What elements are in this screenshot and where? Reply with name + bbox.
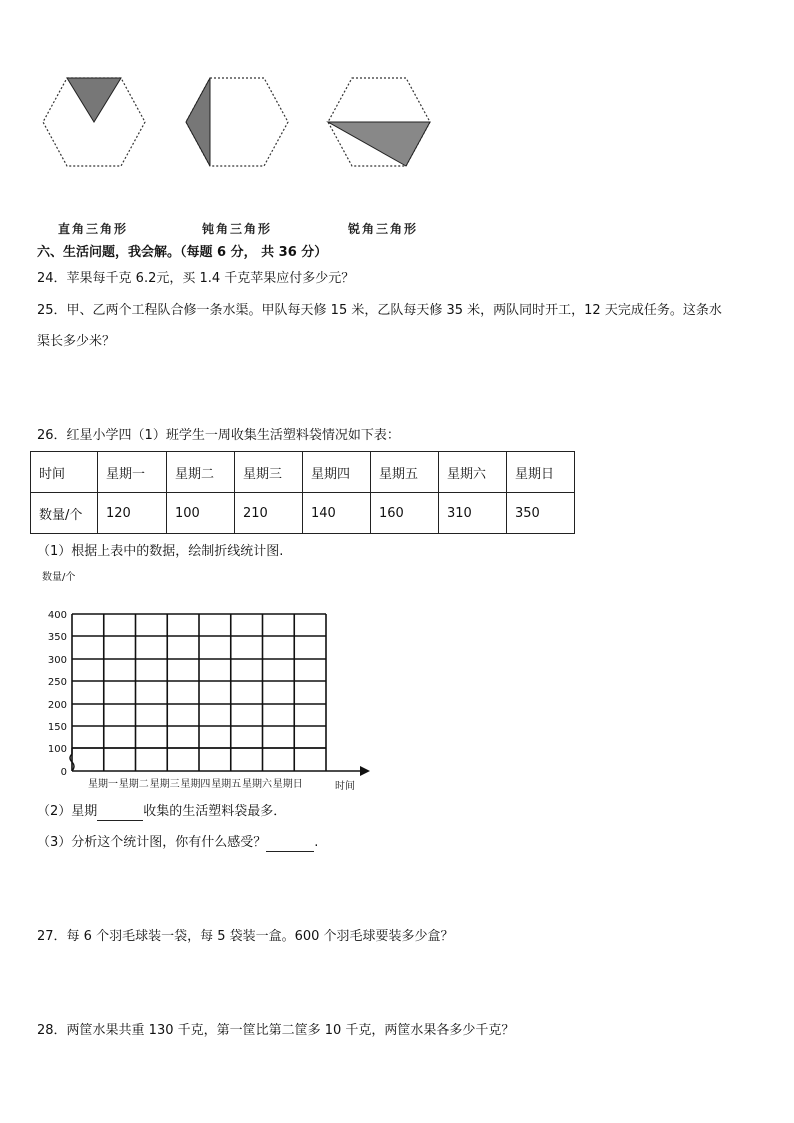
x-tick-label: 星期六 <box>242 779 272 790</box>
line-chart-grid <box>30 566 380 794</box>
table-cell: 350 <box>507 493 575 534</box>
table-cell: 310 <box>439 493 507 534</box>
label-right-triangle: 直角三角形 <box>58 222 129 236</box>
table-cell: 140 <box>303 493 371 534</box>
y-tick-label: 350 <box>47 632 67 643</box>
x-axis-arrow <box>360 766 370 776</box>
sub2-prefix: （2）星期 <box>37 804 98 819</box>
x-tick-label: 星期五 <box>211 779 242 790</box>
table-cell: 星期三 <box>235 452 303 493</box>
y-tick-label: 200 <box>47 700 67 711</box>
y-tick-label: 400 <box>47 610 67 621</box>
question-25-line1: 25．甲、乙两个工程队合修一条水渠。甲队每天修 15 米，乙队每天修 35 米，两队同时开工，12 天完成任务。这条水 <box>37 303 722 318</box>
y-tick-label: 150 <box>47 722 67 733</box>
table-cell: 100 <box>167 493 235 534</box>
hexagon-figure-obtuse-triangle <box>183 76 291 170</box>
y-tick-label: 250 <box>47 677 67 688</box>
question-26-sub3 <box>37 834 318 852</box>
x-axis-label: 时间 <box>335 781 355 792</box>
sub3-prefix: （3）分析这个统计图，你有什么感受？ <box>37 835 267 850</box>
x-tick-label: 星期三 <box>149 779 180 790</box>
table-cell: 210 <box>235 493 303 534</box>
label-obtuse-triangle: 钝角三角形 <box>202 222 273 236</box>
table-cell: 星期六 <box>439 452 507 493</box>
label-acute-triangle: 锐角三角形 <box>348 222 419 236</box>
question-28: 28．两筐水果共重 130 千克，第一筐比第二筐多 10 千克，两筐水果各多少千克？ <box>37 1023 515 1038</box>
question-25-line2: 渠长多少米？ <box>37 334 116 349</box>
x-tick-label: 星期二 <box>118 779 149 790</box>
question-26-intro: 26．红星小学四（1）班学生一周收集生活塑料袋情况如下表： <box>37 428 400 443</box>
hexagon-figure-right-triangle <box>40 76 148 170</box>
table-cell: 星期一 <box>98 452 167 493</box>
y-tick-label: 300 <box>47 655 67 666</box>
question-26-sub2 <box>37 803 286 821</box>
y-tick-label: 100 <box>47 744 67 755</box>
section-title: 六、生活问题，我会解。（每题 6 分， 共 36 分） <box>37 245 328 260</box>
table-cell: 120 <box>98 493 167 534</box>
x-tick-label: 星期日 <box>272 779 303 790</box>
y-tick-label: 0 <box>60 767 67 778</box>
answer-blank-feeling[interactable] <box>266 837 314 852</box>
sub3-suffix: . <box>314 835 319 850</box>
question-26-sub1: （1）根据上表中的数据，绘制折线统计图. <box>37 544 284 559</box>
answer-blank-day[interactable] <box>97 806 143 821</box>
sub2-suffix: 收集的生活塑料袋最多． <box>143 804 287 819</box>
table-cell: 星期四 <box>303 452 371 493</box>
plastic-bag-table <box>30 451 575 534</box>
x-tick-label: 星期一 <box>88 779 118 790</box>
table-cell: 星期二 <box>167 452 235 493</box>
y-axis-label: 数量/个 <box>42 572 76 583</box>
question-27: 27．每 6 个羽毛球装一袋，每 5 袋装一盒。600 个羽毛球要装多少盒？ <box>37 929 454 944</box>
table-cell: 星期日 <box>507 452 575 493</box>
table-cell: 星期五 <box>371 452 439 493</box>
table-row <box>31 452 575 493</box>
table-cell: 160 <box>371 493 439 534</box>
table-row <box>31 493 575 534</box>
question-24: 24．苹果每千克 6.2元，买 1.4 千克苹果应付多少元？ <box>37 271 355 286</box>
table-cell: 时间 <box>31 452 98 493</box>
x-tick-label: 星期四 <box>180 779 211 790</box>
table-cell: 数量/个 <box>31 493 98 534</box>
hexagon-figure-acute-triangle <box>325 76 433 170</box>
